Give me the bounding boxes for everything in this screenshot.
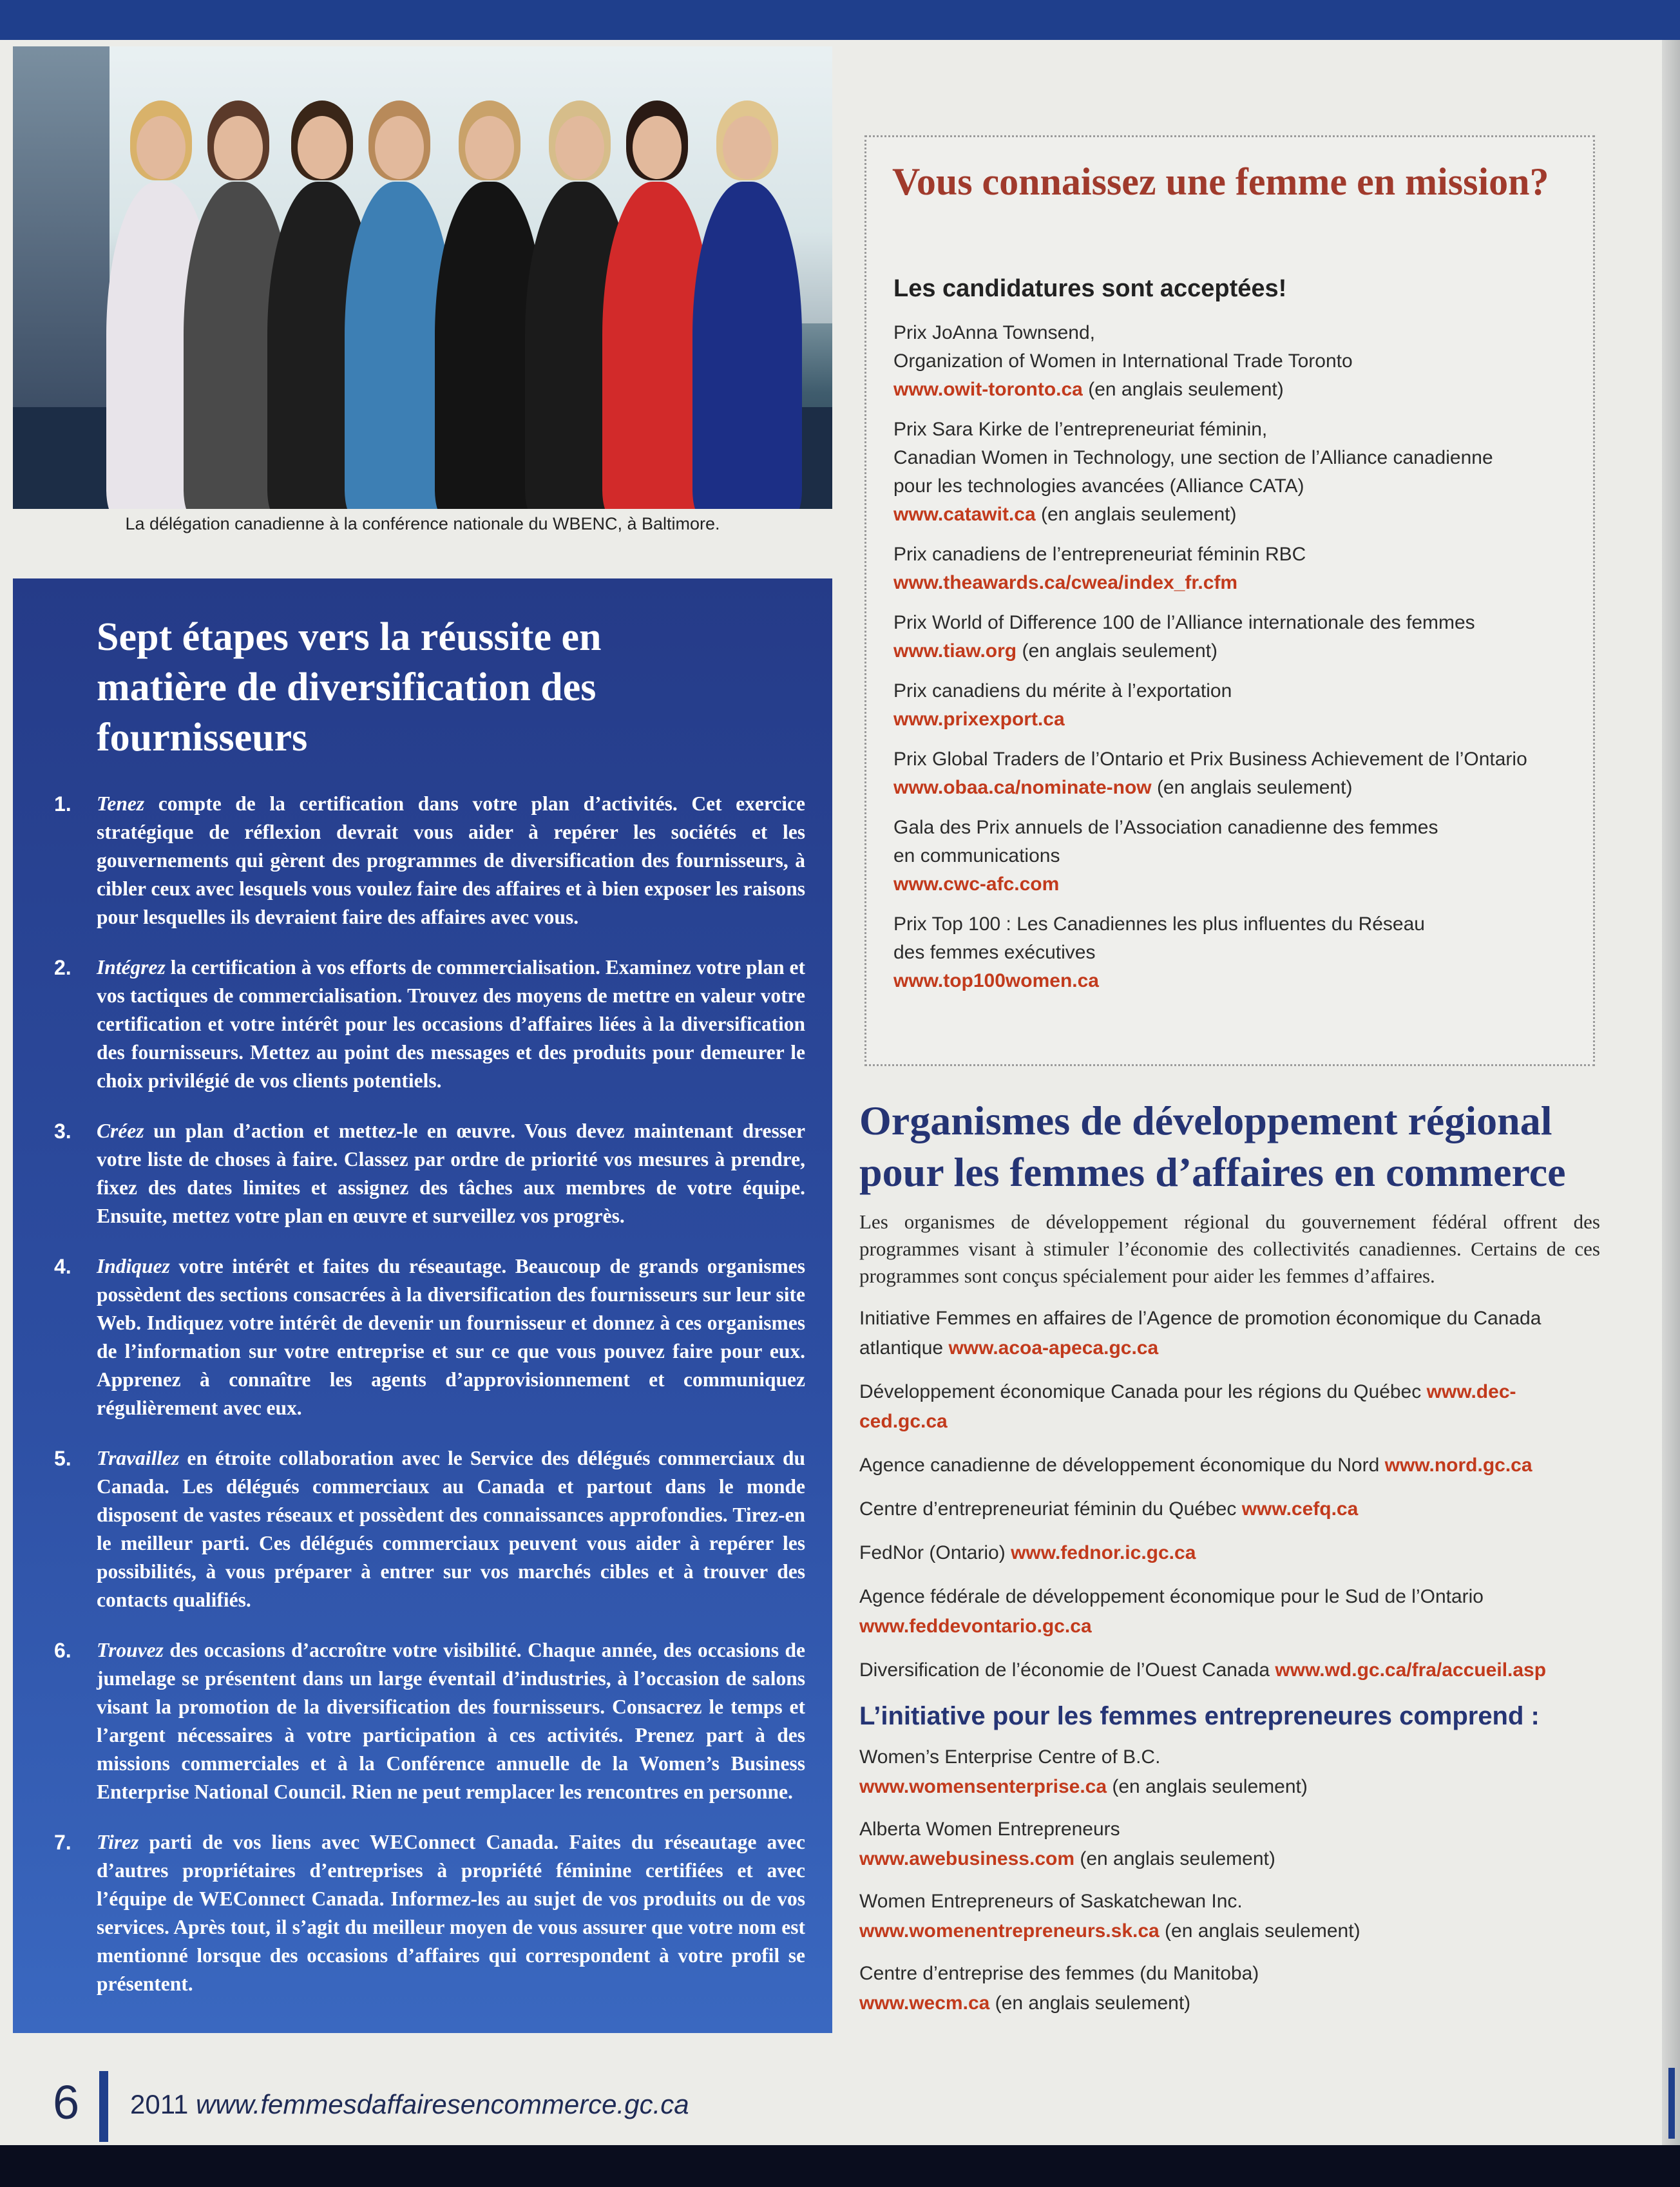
award-item	[893, 910, 1583, 995]
delegation-photo	[13, 46, 832, 509]
step-number: 4.	[54, 1255, 72, 1278]
step-item	[54, 953, 805, 1095]
footer-year: 2011	[130, 2089, 189, 2119]
initiative-item	[859, 1743, 1600, 1802]
step-number: 1.	[54, 792, 72, 816]
award-name-line: Gala des Prix annuels de l’Association canadienne des femmes	[893, 817, 1438, 838]
award-item	[893, 415, 1583, 529]
step-text: des occasions d’accroître votre visibilité. Chaque année, des occasions de jumelage se présentent dans un large éventail d’industries, à l’occasion de salons visant la promotion de la diversification des fournisseurs. Consacrez le temps et l’argent nécessaires à votre participation à ces activités. Prenez part à des missions commerciales et à la Conférence annuelle de la Women’s Business Enterprise National Council. Rien ne peut remplacer les rencontres en personne.	[97, 1639, 805, 1803]
regional-item-name: Initiative Femmes en affaires de l’Agence de promotion économique du Canada atlantique	[859, 1308, 1542, 1359]
footer-bar	[99, 2071, 108, 2142]
edge-bar	[1668, 2068, 1675, 2139]
initiative-item-link[interactable]: www.awebusiness.com	[859, 1848, 1074, 1869]
person-head	[633, 116, 682, 179]
step-item	[54, 1117, 805, 1230]
award-link[interactable]: www.obaa.ca/nominate-now	[893, 777, 1152, 798]
award-item	[893, 677, 1583, 734]
step-number: 7.	[54, 1831, 72, 1854]
regional-intro: Les organismes de développement régional du gouvernement fédéral offrent des programmes visant à stimuler l’économie des collectivités canadiennes. Certains de ces programmes sont conçus spécialement pour aider les femmes d’affaires.	[859, 1210, 1600, 1287]
award-link-line	[893, 870, 1583, 899]
award-name-line: Prix JoAnna Townsend,	[893, 322, 1095, 343]
regional-item-name: Agence fédérale de développement économique pour le Sud de l’Ontario	[859, 1586, 1484, 1607]
award-link[interactable]: www.theawards.ca/cwea/index_fr.cfm	[893, 572, 1238, 593]
award-name-line: en communications	[893, 845, 1060, 866]
person-head	[214, 116, 263, 179]
regional-title: Organismes de développement régional pour les femmes d’affaires en commerce	[859, 1098, 1566, 1195]
award-link[interactable]: www.cwc-afc.com	[893, 874, 1060, 895]
initiative-item	[859, 1959, 1600, 2018]
award-name-line: Prix canadiens du mérite à l’exportation	[893, 680, 1232, 702]
award-name-line: Canadian Women in Technology, une section de l’Alliance canadienne	[893, 447, 1493, 468]
regional-item-name: Diversification de l’économie de l’Ouest Canada	[859, 1659, 1275, 1681]
regional-item	[859, 1304, 1600, 1363]
step-lead: Tenez	[97, 792, 145, 815]
steps-list	[54, 790, 807, 1998]
initiative-item-note: (en anglais seulement)	[1074, 1848, 1275, 1869]
person-head	[137, 116, 186, 179]
award-link-line	[893, 569, 1583, 597]
regional-item-link[interactable]: www.feddevontario.gc.ca	[859, 1616, 1092, 1637]
initiative-item-name: Alberta Women Entrepreneurs	[859, 1819, 1120, 1840]
bottom-dark-band	[0, 2145, 1680, 2187]
person-head	[723, 116, 772, 179]
award-name-line: pour les technologies avancées (Alliance CATA)	[893, 475, 1304, 497]
regional-item	[859, 1538, 1600, 1568]
regional-item	[859, 1451, 1600, 1480]
awards-box	[864, 135, 1595, 1066]
regional-item-link[interactable]: www.acoa-apeca.gc.ca	[948, 1337, 1159, 1359]
initiative-item-name: Women’s Enterprise Centre of B.C.	[859, 1746, 1161, 1768]
step-number: 2.	[54, 956, 72, 979]
award-name-line: Prix Global Traders de l’Ontario et Prix Business Achievement de l’Ontario	[893, 749, 1527, 770]
award-item	[893, 609, 1583, 665]
award-item	[893, 814, 1583, 899]
step-item	[54, 1636, 805, 1806]
award-link-line	[893, 376, 1583, 404]
award-item	[893, 745, 1583, 802]
award-link[interactable]: www.owit-toronto.ca	[893, 379, 1083, 400]
regional-item-link[interactable]: www.cefq.ca	[1241, 1498, 1359, 1520]
award-item	[893, 319, 1583, 404]
awards-subtitle: Les candidatures sont acceptées!	[893, 275, 1287, 302]
initiative-item-link[interactable]: www.wecm.ca	[859, 1992, 990, 2014]
initiative-list	[859, 1743, 1600, 2018]
step-lead: Tirez	[97, 1831, 139, 1853]
person-head	[465, 116, 514, 179]
footer-site[interactable]: www.femmesdaffairesencommerce.gc.ca	[196, 2089, 689, 2119]
award-link-line	[893, 774, 1583, 802]
person-head	[375, 116, 424, 179]
award-name-line: Prix Sara Kirke de l’entrepreneuriat féminin,	[893, 419, 1268, 440]
award-item	[893, 540, 1583, 597]
step-item	[54, 1444, 805, 1614]
regional-item-link[interactable]: www.fednor.ic.gc.ca	[1011, 1542, 1196, 1563]
initiative-item-link[interactable]: www.womensenterprise.ca	[859, 1776, 1107, 1797]
photo-caption: La délégation canadienne à la conférence nationale du WBENC, à Baltimore.	[125, 514, 720, 533]
step-item	[54, 1252, 805, 1422]
regional-section	[859, 1095, 1600, 2031]
award-link[interactable]: www.top100women.ca	[893, 970, 1099, 991]
award-name-line: Prix World of Difference 100 de l’Alliance internationale des femmes	[893, 612, 1475, 633]
initiative-item	[859, 1887, 1600, 1946]
step-number: 3.	[54, 1120, 72, 1143]
step-lead: Indiquez	[97, 1255, 170, 1277]
top-color-band	[0, 0, 1680, 40]
regional-item-link[interactable]: www.dec-ced.gc.ca	[859, 1381, 1516, 1432]
step-lead: Travaillez	[97, 1447, 180, 1469]
person-head	[298, 116, 347, 179]
initiative-item-note: (en anglais seulement)	[1107, 1776, 1308, 1797]
step-number: 6.	[54, 1639, 72, 1662]
regional-item-name: Développement économique Canada pour les régions du Québec	[859, 1381, 1427, 1402]
step-text: la certification à vos efforts de commercialisation. Examinez votre plan et vos tactiques de commercialisation. Trouvez des moyens de mettre en valeur votre certification et votre intérêt pour les occasions d’affaires liées à la diversification des fournisseurs. Mettez au point des messages et des produits pour demeurer le choix privilégié de vos clients potentiels.	[97, 956, 805, 1092]
step-item	[54, 1828, 805, 1998]
award-link-line	[893, 967, 1583, 995]
regional-item-name: Agence canadienne de développement économique du Nord	[859, 1455, 1385, 1476]
steps-title: Sept étapes vers la réussite en matière de diversification des fournisseurs	[97, 615, 602, 759]
award-name-line: Prix canadiens de l’entrepreneuriat féminin RBC	[893, 544, 1306, 565]
award-note: (en anglais seulement)	[1035, 504, 1237, 525]
award-link[interactable]: www.prixexport.ca	[893, 709, 1065, 730]
award-link-line	[893, 705, 1583, 734]
award-name-line: des femmes exécutives	[893, 942, 1096, 963]
award-link[interactable]: www.catawit.ca	[893, 504, 1036, 525]
regional-item	[859, 1656, 1600, 1685]
regional-item-name: FedNor (Ontario)	[859, 1542, 1011, 1563]
page-number: 6	[53, 2076, 80, 2129]
initiative-item-note: (en anglais seulement)	[989, 1992, 1191, 2014]
regional-item	[859, 1582, 1600, 1641]
initiative-item	[859, 1815, 1600, 1874]
step-lead: Trouvez	[97, 1639, 164, 1661]
regional-item	[859, 1495, 1600, 1524]
award-name-line: Organization of Women in International Trade Toronto	[893, 350, 1353, 372]
initiative-item-link[interactable]: www.womenentrepreneurs.sk.ca	[859, 1920, 1160, 1942]
footer-url	[130, 2089, 689, 2120]
regional-item-link[interactable]: www.nord.gc.ca	[1384, 1455, 1532, 1476]
initiative-title: L’initiative pour les femmes entrepreneures comprend :	[859, 1702, 1540, 1730]
regional-item-name: Centre d’entrepreneuriat féminin du Québec	[859, 1498, 1242, 1520]
award-link[interactable]: www.tiaw.org	[893, 640, 1017, 662]
step-lead: Intégrez	[97, 956, 166, 979]
award-note: (en anglais seulement)	[1151, 777, 1353, 798]
step-lead: Créez	[97, 1120, 144, 1142]
step-text: un plan d’action et mettez-le en œuvre. Vous devez maintenant dresser votre liste de choses à faire. Classez par ordre de priorité vos mesures à prendre, fixez des dates limites et assignez des tâches aux membres de votre équipe. Ensuite, mettez votre plan en œuvre et surveillez vos progrès.	[97, 1120, 805, 1227]
step-text: en étroite collaboration avec le Service des délégués commerciaux du Canada. Les délégués commerciaux au Canada et partout dans le monde disposent de vastes réseaux et possèdent des connaissances approfondies. Tirez-en le meilleur parti. Ces délégués commerciaux peuvent vous aider à repérer les possibilités, à vous préparer à entrer sur vos marchés cibles et à trouver des contacts qualifiés.	[97, 1447, 805, 1611]
step-text: compte de la certification dans votre plan d’activités. Cet exercice stratégique de réflexion devrait vous aider à repérer les sociétés et les gouvernements qui gèrent des programmes de diversification des fournisseurs, à cibler ceux avec lesquels vous voulez faire des affaires et à bien exposer les raisons pour lesquelles ils devraient faire des affaires avec vous.	[97, 792, 805, 928]
award-note: (en anglais seulement)	[1082, 379, 1284, 400]
awards-list	[893, 319, 1583, 1007]
regional-item-link[interactable]: www.wd.gc.ca/fra/accueil.asp	[1275, 1659, 1547, 1681]
page-edge	[1662, 40, 1680, 2145]
award-note: (en anglais seulement)	[1017, 640, 1217, 662]
person-head	[555, 116, 604, 179]
award-name-line: Prix Top 100 : Les Canadiennes les plus influentes du Réseau	[893, 913, 1425, 935]
regional-list	[859, 1304, 1600, 1685]
award-link-line	[893, 637, 1583, 665]
person-body	[692, 182, 802, 509]
initiative-item-name: Women Entrepreneurs of Saskatchewan Inc.	[859, 1891, 1243, 1912]
step-text: parti de vos liens avec WEConnect Canada. Faites du réseautage avec d’autres propriétaires d’entreprises à propriété féminine certifiées et avec l’équipe de WEConnect Canada. Informez-les au sujet de vos produits ou de vos services. Après tout, il s’agit du meilleur moyen de vous assurer que votre nom est mentionné lorsque des occasions d’affaires qui correspondent à votre profil se présentent.	[97, 1831, 805, 1995]
step-text: votre intérêt et faites du réseautage. Beaucoup de grands organismes possèdent des sections consacrées à la diversification des fournisseurs sur leur site Web. Indiquez votre intérêt de devenir un fournisseur et donnez à ces organismes de l’information sur votre entreprise et sur ce que vous pouvez faire pour eux. Apprenez à connaître les agents d’approvisionnement et communiquez régulièrement avec eux.	[97, 1255, 805, 1419]
initiative-item-name: Centre d’entreprise des femmes (du Manitoba)	[859, 1963, 1259, 1984]
regional-item	[859, 1377, 1600, 1437]
steps-panel	[13, 578, 832, 2033]
step-number: 5.	[54, 1447, 72, 1470]
initiative-item-note: (en anglais seulement)	[1159, 1920, 1360, 1942]
awards-title: Vous connaissez une femme en mission?	[892, 160, 1549, 203]
step-item	[54, 790, 805, 931]
award-link-line	[893, 501, 1583, 529]
